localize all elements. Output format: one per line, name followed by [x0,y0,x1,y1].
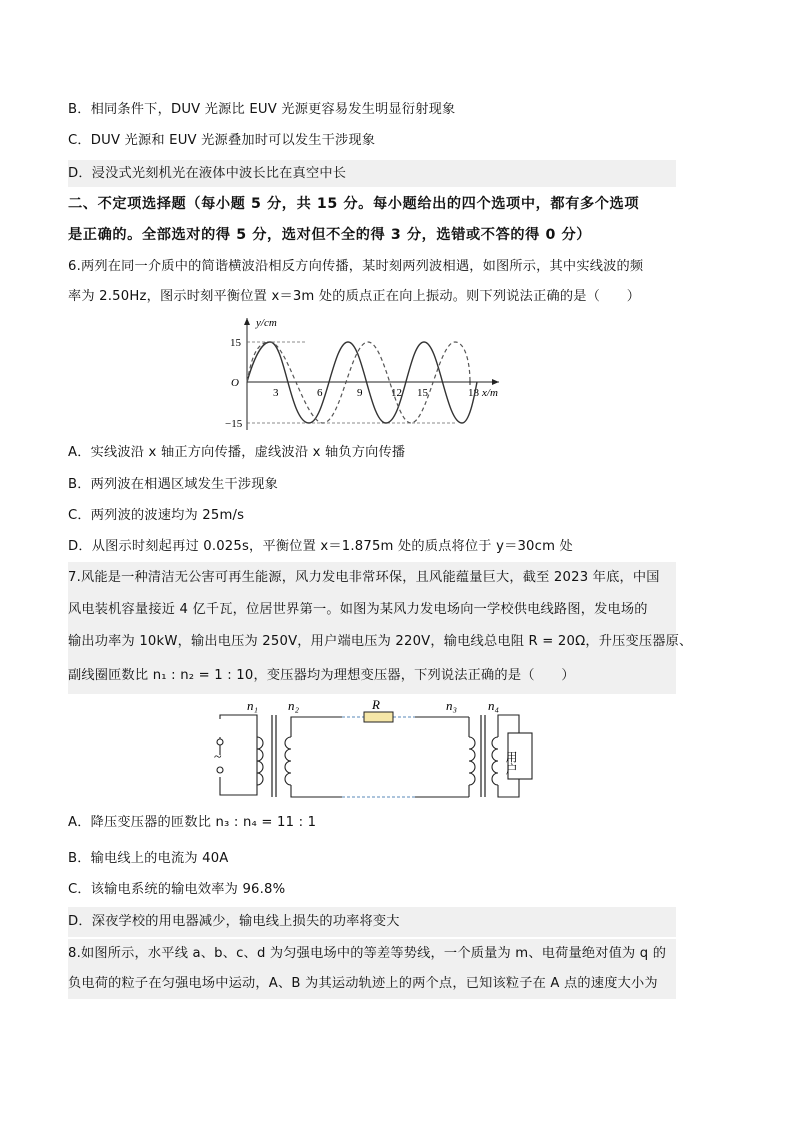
origin-label: O [231,377,239,389]
ac-source-symbol: ~ [214,750,222,765]
q6-option-d: D．从图示时刻起再过 0.025s，平衡位置 x＝1.875m 处的质点将位于 y＝30cm 处 [68,539,573,554]
x-tick-9: 9 [357,387,363,399]
y-tick-15: 15 [230,337,241,349]
q7-stem-line1: 7.风能是一种清洁无公害可再生能源，风力发电非常环保，且风能蕴量巨大，截至 2023 年底，中国 [68,562,676,594]
q7-stem-line2: 风电装机容量接近 4 亿千瓦，位居世界第一。如图为某风力发电场向一学校供电线路图，发电场的 [68,594,676,626]
label-R: R [372,697,380,712]
q7-option-d: D．深夜学校的用电器减少，输电线上损失的功率将变大 [68,907,676,937]
q8-stem-line2: 负电荷的粒子在匀强电场中运动，A、B 为其运动轨迹上的两个点，已知该粒子在 A 点的速度大小为 [68,969,676,999]
user-box-label: 用户 [504,751,518,775]
x-axis-label: x/m [482,387,498,399]
q6-option-a: A．实线波沿 x 轴正方向传播，虚线波沿 x 轴负方向传播 [68,445,406,460]
y-tick-neg15: −15 [225,418,243,430]
y-axis-label: y/cm [256,317,277,329]
x-tick-3: 3 [273,387,279,399]
section-heading-line1: 二、不定项选择题（每小题 5 分，共 15 分。每小题给出的四个选项中，都有多个选项 [68,196,640,212]
x-tick-15: 15 [417,387,428,399]
q7-option-a: A．降压变压器的匝数比 n₃ : n₄ = 11 : 1 [68,815,317,830]
q7-option-b: B．输电线上的电流为 40A [68,851,229,866]
q7-stem-line4: 副线圈匝数比 n₁ : n₂ = 1 : 10，变压器均为理想变压器，下列说法正确的是（ ） [68,658,676,694]
q6-stem-line2: 率为 2.50Hz，图示时刻平衡位置 x＝3m 处的质点正在向上振动。则下列说法正确的是（ ） [68,289,641,304]
label-n3: n₃ [446,698,458,713]
q7-option-c: C．该输电系统的输电效率为 96.8% [68,882,286,897]
q5-option-c: C．DUV 光源和 EUV 光源叠加时可以发生干涉现象 [68,133,376,148]
label-n1: n₁ [247,698,259,713]
q6-stem-line1: 6.两列在同一介质中的简谐横波沿相反方向传播，某时刻两列波相遇，如图所示，其中实线波的频 [68,259,644,274]
wave-figure [225,312,510,437]
x-tick-6: 6 [317,387,323,399]
q6-option-c: C．两列波的波速均为 25m/s [68,508,245,523]
q6-option-b: B．两列波在相遇区域发生干涉现象 [68,477,279,492]
q7-stem-line3: 输出功率为 10kW，输出电压为 250V，用户端电压为 220V，输电线总电阻 R = 20Ω，升压变压器原、 [68,626,676,658]
label-n4: n₄ [488,698,500,713]
q5-option-b: B．相同条件下，DUV 光源比 EUV 光源更容易发生明显衍射现象 [68,102,456,117]
resistor [364,712,393,722]
x-tick-18: 18 [468,387,479,399]
label-n2: n₂ [288,698,300,713]
section-heading-line2: 是正确的。全部选对的得 5 分，选对但不全的得 3 分，选错或不答的得 0 分） [68,227,592,243]
q8-stem-line1: 8.如图所示，水平线 a、b、c、d 为匀强电场中的等差等势线，一个质量为 m、电荷量绝对值为 q 的 [68,939,676,969]
circuit-figure [212,697,534,802]
q5-option-d: D．浸没式光刻机光在液体中波长比在真空中长 [68,160,676,187]
x-tick-12: 12 [391,387,402,399]
